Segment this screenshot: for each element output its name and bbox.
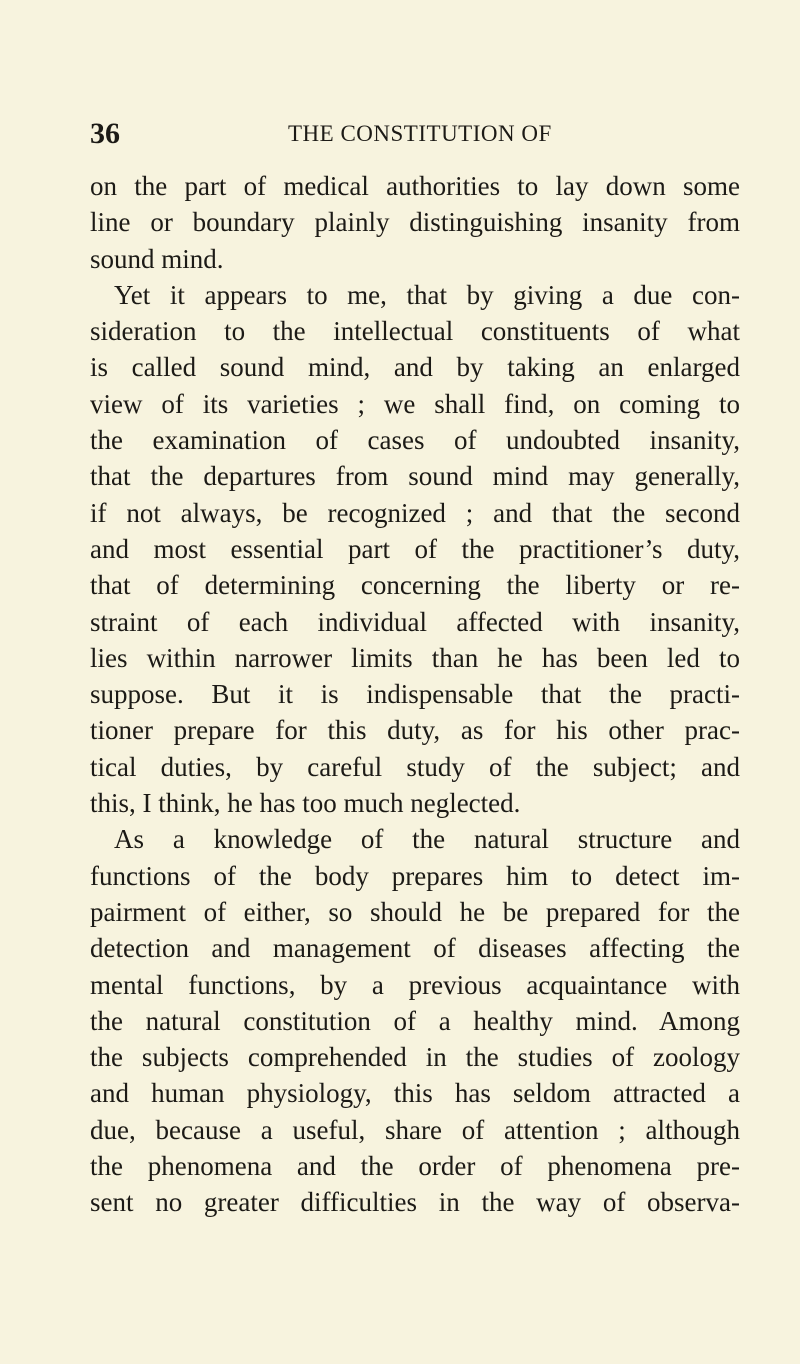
body-text xyxy=(90,168,740,1221)
text-line: functions of the body prepares him to detect im- xyxy=(90,860,740,891)
text-line: that the departures from sound mind may generally, xyxy=(90,461,740,492)
text-line: mental functions, by a previous acquaintance with xyxy=(90,969,740,1000)
running-head: THE CONSTITUTION OF xyxy=(288,121,552,146)
text-line: view of its varieties ; we shall find, on coming to xyxy=(90,388,740,419)
text-line: this, I think, he has too much neglected. xyxy=(90,788,521,819)
text-line: if not always, be recognized ; and that the second xyxy=(90,497,740,528)
text-line: tical duties, by careful study of the subject; and xyxy=(90,751,740,782)
text-line: due, because a useful, share of attention ; although xyxy=(90,1114,740,1145)
text-line: is called sound mind, and by taking an enlarged xyxy=(90,352,740,383)
text-line: lies within narrower limits than he has been led to xyxy=(90,642,740,673)
text-line: the examination of cases of undoubted insanity, xyxy=(90,425,740,456)
text-line: As a knowledge of the natural structure and xyxy=(114,824,740,855)
text-line: detection and management of diseases affecting the xyxy=(90,933,740,964)
text-line: and human physiology, this has seldom attracted a xyxy=(90,1078,740,1109)
text-line: sideration to the intellectual constituents of what xyxy=(90,316,740,347)
text-line: sent no greater difficulties in the way of observa- xyxy=(90,1187,740,1218)
page-header xyxy=(0,114,800,154)
page-number: 36 xyxy=(90,117,120,150)
text-line: pairment of either, so should he be prepared for the xyxy=(90,896,740,927)
text-line: that of determining concerning the liberty or re- xyxy=(90,570,740,601)
text-line: sound mind. xyxy=(90,243,224,274)
text-line: suppose. But it is indispensable that the practi- xyxy=(90,679,740,710)
text-line: Yet it appears to me, that by giving a due con- xyxy=(114,279,740,310)
text-line: line or boundary plainly distinguishing insanity from xyxy=(90,207,740,238)
text-line: the subjects comprehended in the studies of zoology xyxy=(90,1042,740,1073)
text-line: and most essential part of the practitioner’s duty, xyxy=(90,533,740,564)
text-line: straint of each individual affected with insanity, xyxy=(90,606,740,637)
text-line: the phenomena and the order of phenomena pre- xyxy=(90,1151,740,1182)
text-line: the natural constitution of a healthy mind. Among xyxy=(90,1005,740,1036)
text-line: on the part of medical authorities to lay down some xyxy=(90,171,740,201)
text-line: tioner prepare for this duty, as for his other prac- xyxy=(90,715,740,746)
